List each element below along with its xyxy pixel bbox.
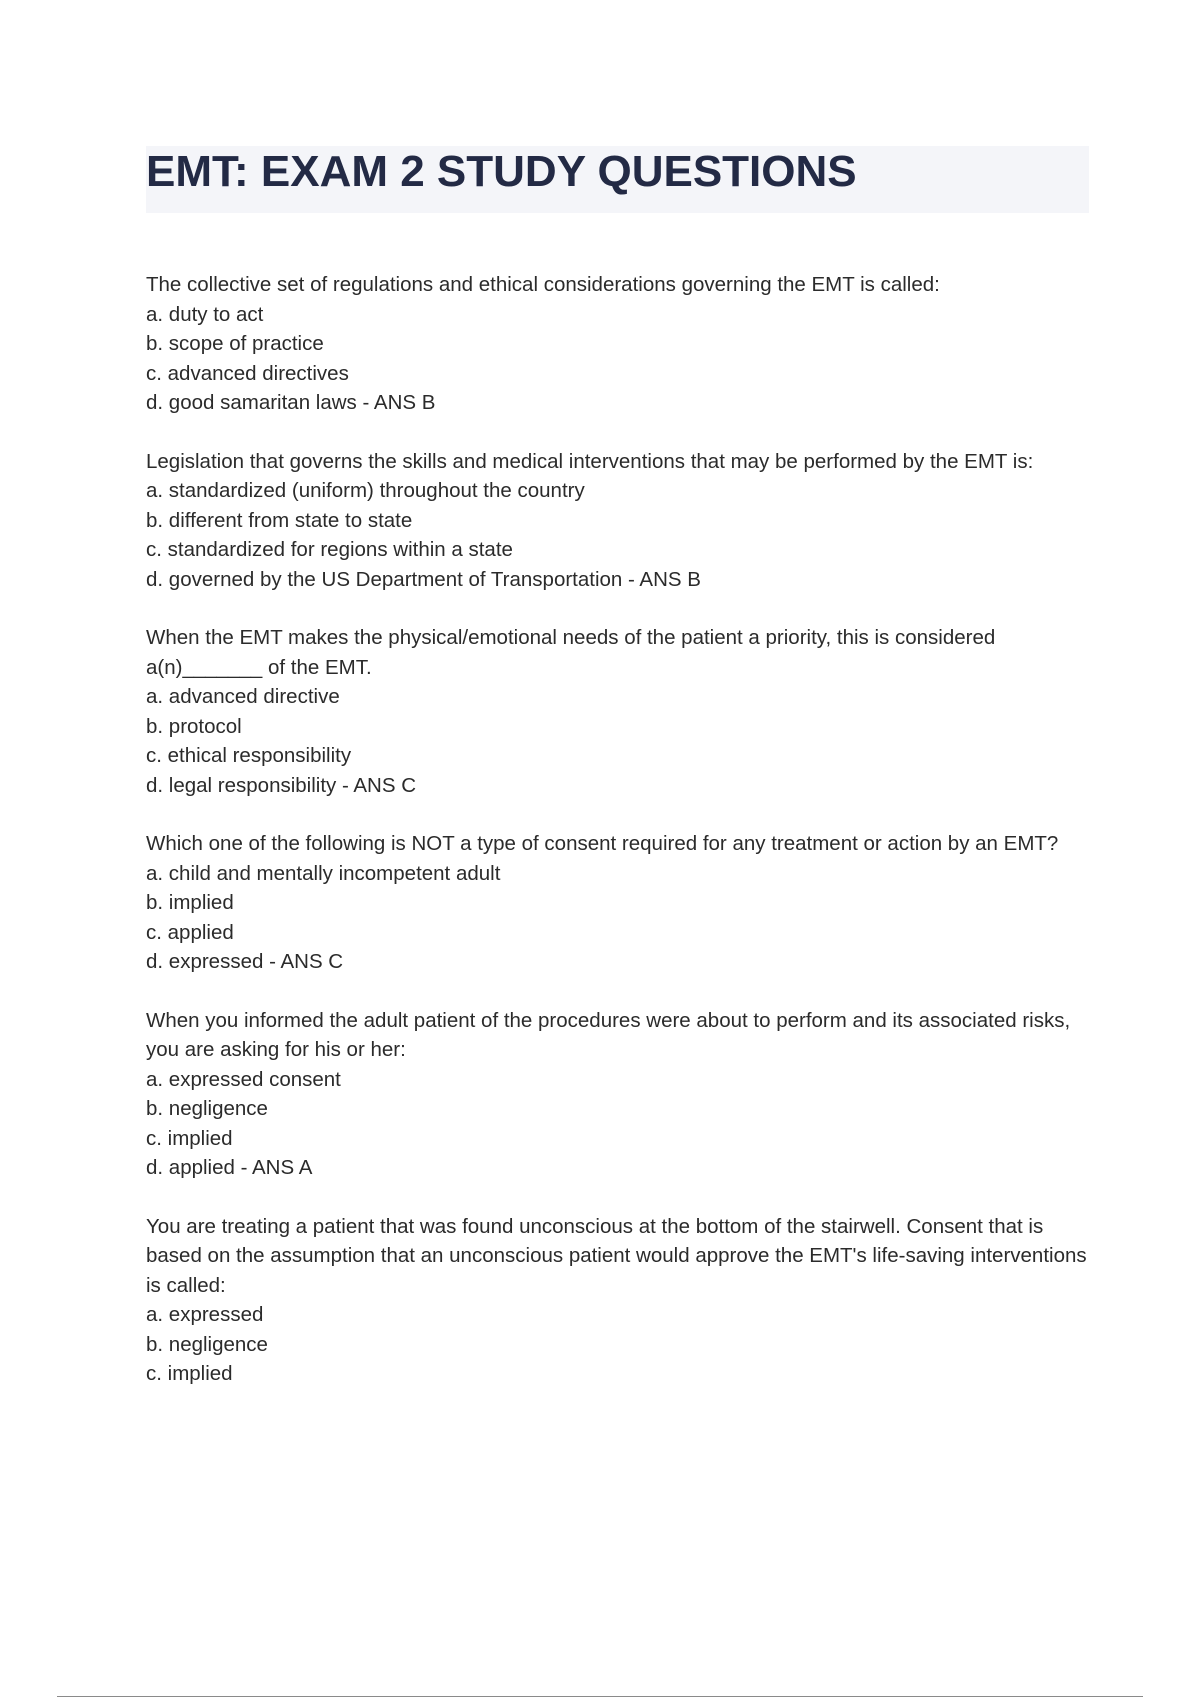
answer-option: b. negligence [146, 1332, 268, 1356]
question-3 [146, 623, 1091, 800]
answer-option-with-key: d. applied - ANS A [146, 1156, 313, 1179]
answer-option: a. expressed [146, 1303, 264, 1326]
answer-option: b. different from state to state [146, 508, 413, 532]
page-bottom-divider [57, 1696, 1143, 1697]
answer-option-with-key: d. good samaritan laws - ANS B [146, 391, 436, 414]
answer-option: a. duty to act [146, 302, 264, 326]
question-list [146, 270, 1091, 1418]
answer-option: c. implied [146, 1362, 233, 1385]
question-text: Which one of the following is NOT a type of consent required for any treatment or action by an EMT? [146, 832, 1059, 855]
question-5 [146, 1006, 1091, 1183]
question-2 [146, 447, 1091, 595]
question-text: When you informed the adult patient of the procedures were about to perform and its associated risks, you are asking for his or her: [146, 1008, 1071, 1061]
answer-option: a. child and mentally incompetent adult [146, 861, 501, 885]
answer-option-with-key: d. legal responsibility - ANS C [146, 773, 417, 797]
answer-option: a. standardized (uniform) throughout the country [146, 479, 585, 502]
answer-option: b. negligence [146, 1097, 268, 1120]
answer-option: b. scope of practice [146, 332, 324, 355]
answer-option: c. implied [146, 1126, 233, 1150]
question-text: When the EMT makes the physical/emotional needs of the patient a priority, this is considered a(n)_______ of the EMT. [146, 626, 996, 679]
answer-option: c. applied [146, 920, 234, 944]
answer-option: b. implied [146, 891, 234, 914]
answer-option: b. protocol [146, 714, 242, 738]
answer-option: c. standardized for regions within a state [146, 538, 513, 561]
answer-option: a. advanced directive [146, 685, 340, 708]
question-6 [146, 1212, 1091, 1389]
answer-option: c. advanced directives [146, 361, 349, 385]
question-text: You are treating a patient that was found unconscious at the bottom of the stairwell. Consent that is based on the assumption that an unconscious patient would approve the EMT's life-saving interventions is called: [146, 1214, 1087, 1297]
answer-option-with-key: d. governed by the US Department of Transportation - ANS B [146, 567, 701, 591]
question-text: Legislation that governs the skills and medical interventions that may be performed by the EMT is: [146, 449, 1034, 473]
answer-option-with-key: d. expressed - ANS C [146, 950, 344, 973]
question-1 [146, 270, 1091, 418]
answer-option: c. ethical responsibility [146, 744, 352, 767]
page-title: EMT: EXAM 2 STUDY QUESTIONS [146, 147, 857, 196]
question-4 [146, 829, 1091, 977]
answer-option: a. expressed consent [146, 1067, 341, 1091]
question-text: The collective set of regulations and ethical considerations governing the EMT is called: [146, 273, 940, 296]
